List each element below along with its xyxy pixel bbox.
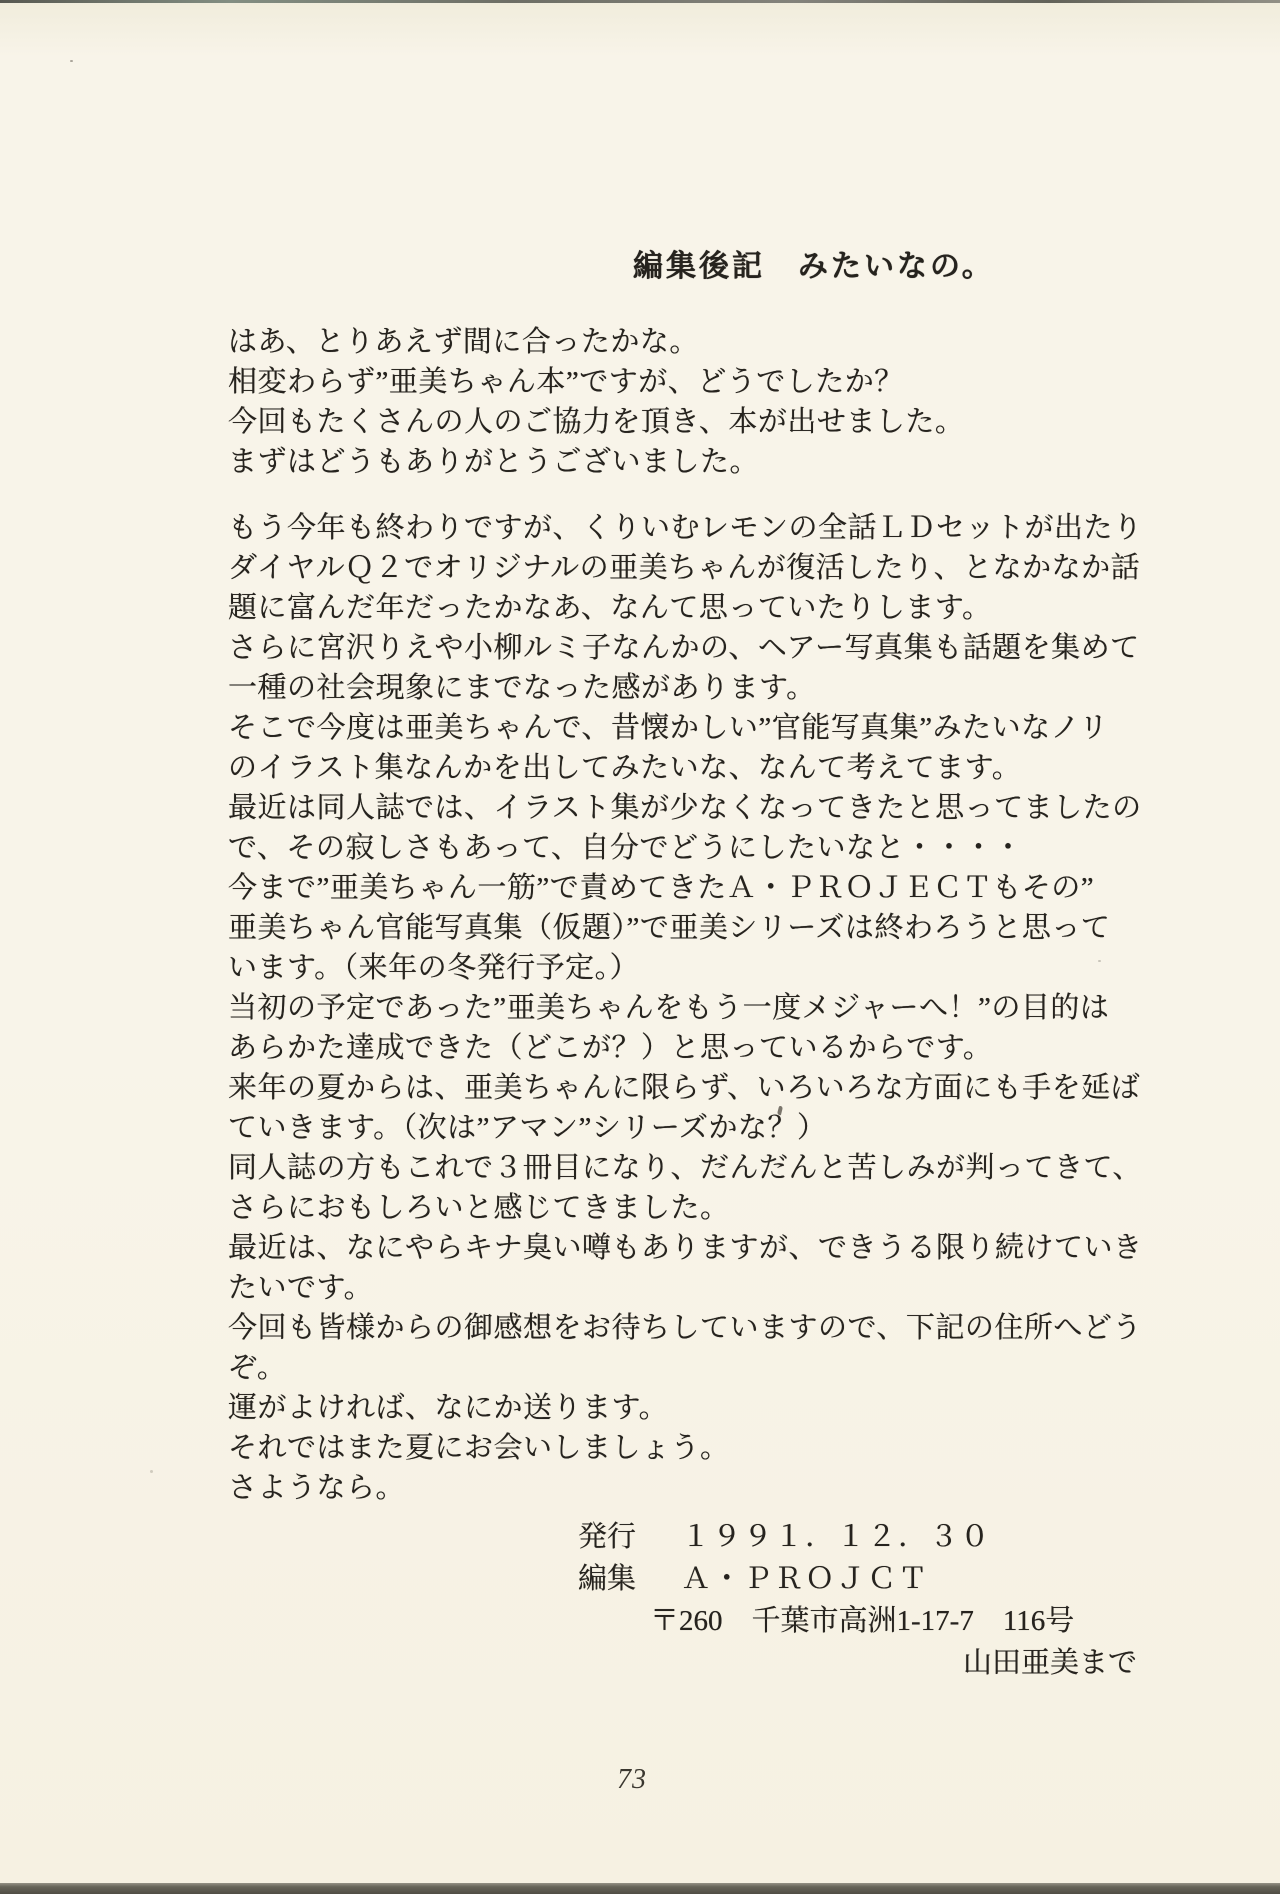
text-line: います。（来年の冬発行予定。）: [228, 952, 640, 984]
text-line: それではまた夏にお会いしましょう。: [228, 1432, 730, 1464]
text-line: はあ、とりあえず間に合ったかな。: [228, 326, 699, 358]
page-number: 73: [617, 1764, 647, 1795]
text-line: のイラスト集なんかを出してみたいな、なんて考えてます。: [228, 752, 1022, 784]
edit-label: 編集: [578, 1563, 637, 1595]
text-line: たいです。: [228, 1272, 374, 1304]
text-line: さらにおもしろいと感じてきました。: [228, 1192, 730, 1224]
afterword-paragraph-1: [228, 322, 1128, 482]
text-line: あらかた達成できた（どこが？）と思っているからです。: [228, 1032, 993, 1064]
publish-date: １９９１．１２．３０: [681, 1521, 992, 1553]
afterword-paragraph-2: [228, 508, 1143, 1508]
scan-edge-bottom: [0, 1883, 1280, 1894]
afterword-title: 編集後記 みたいなの。: [633, 250, 995, 283]
text-line: 亜美ちゃん官能写真集（仮題）”で亜美シリーズは終わろうと思って: [228, 912, 1111, 944]
text-line: ダイヤルＱ２でオリジナルの亜美ちゃんが復活したり、となかなか話: [228, 552, 1141, 584]
publish-label: 発行: [578, 1521, 637, 1553]
afterword-body: [228, 322, 1143, 1508]
text-line: 今まで”亜美ちゃん一筋”で責めてきたＡ・ＰＲＯＪＥＣＴもその”: [228, 872, 1095, 904]
text-line: 当初の予定であった”亜美ちゃんをもう一度メジャーへ！”の目的は: [228, 992, 1110, 1024]
scan-edge-top: [0, 0, 1280, 3]
text-line: 同人誌の方もこれで３冊目になり、だんだんと苦しみが判ってきて、: [228, 1152, 1142, 1184]
text-line: 今回もたくさんの人のご協力を頂き、本が出せました。: [228, 406, 965, 438]
text-line: 来年の夏からは、亜美ちゃんに限らず、いろいろな方面にも手を延ば: [228, 1072, 1141, 1104]
text-line: 最近は同人誌では、イラスト集が少なくなってきたと思ってましたの: [228, 792, 1142, 824]
text-line: そこで今度は亜美ちゃんで、昔懐かしい”官能写真集”みたいなノリ: [228, 712, 1109, 744]
text-line: 運がよければ、なにか送ります。: [228, 1392, 669, 1424]
colophon-address: 〒260 千葉市高洲1-17-7 116号: [650, 1605, 1075, 1637]
editor-name: Ａ・ＰＲＯＪＣＴ: [681, 1563, 930, 1595]
text-line: 今回も皆様からの御感想をお待ちしていますので、下記の住所へどう: [228, 1312, 1142, 1344]
colophon-publish-row: [578, 1516, 991, 1558]
colophon-editor-row: [578, 1558, 929, 1600]
scan-speck: [150, 1470, 153, 1473]
text-line: ぞ。: [228, 1352, 287, 1384]
text-line: まずはどうもありがとうございました。: [228, 446, 760, 478]
text-line: 相変わらず”亜美ちゃん本”ですが、どうでしたか？: [228, 366, 904, 398]
text-line: 一種の社会現象にまでなった感があります。: [228, 672, 816, 704]
text-line: もう今年も終わりですが、くりいむレモンの全話ＬＤセットが出たり: [228, 512, 1143, 544]
text-line: 題に富んだ年だったかなあ、なんて思っていたりします。: [228, 592, 992, 624]
text-line: で、その寂しさもあって、自分でどうにしたいなと・・・・: [228, 832, 1024, 864]
text-line: さらに宮沢りえや小柳ルミ子なんかの、ヘアー写真集も話題を集めて: [228, 632, 1140, 664]
scan-speck: [70, 60, 73, 62]
text-line: さようなら。: [228, 1472, 406, 1504]
text-line: 最近は、なにやらキナ臭い噂もありますが、できうる限り続けていき: [228, 1232, 1143, 1264]
paragraph-gap: [228, 482, 1128, 508]
text-line: ていきます。（次は”アマン”シリーズかな？）: [228, 1112, 827, 1144]
colophon-recipient: 山田亜美まで: [963, 1647, 1138, 1679]
